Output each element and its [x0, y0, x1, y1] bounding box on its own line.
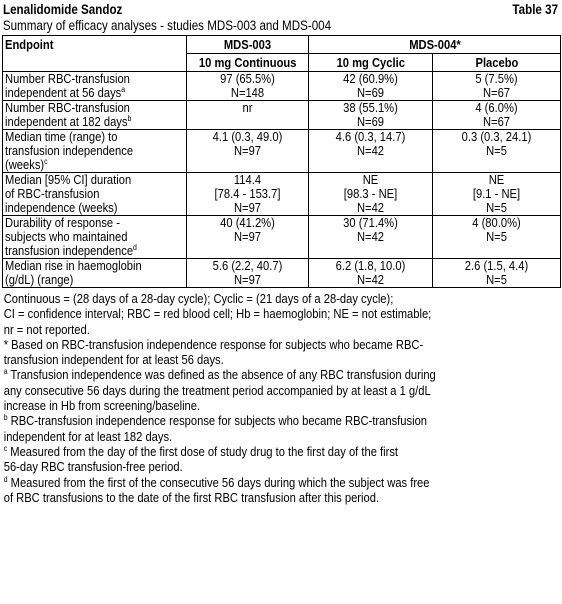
value-cell-c2 [309, 259, 433, 288]
table-row [3, 173, 561, 216]
value-text: N=5 [486, 272, 507, 287]
value-cell-c3 [433, 259, 561, 288]
col-header-placebo: Placebo [433, 54, 561, 72]
value-cell-c2 [309, 72, 433, 101]
value-cell-c1 [187, 72, 309, 101]
col-header-endpoint: Endpoint [3, 36, 187, 72]
endpoint-text: independent at 56 days$^a$ [5, 85, 126, 100]
value-text: 5 (7.5%) [475, 71, 518, 86]
abbrev-line: nr = not reported. [3, 321, 90, 337]
value-text: N=42 [356, 200, 385, 215]
value-text: N=148 [230, 85, 265, 100]
value-cell-c1 [187, 216, 309, 259]
document-page [2, 2, 560, 505]
value-text: N=97 [233, 272, 262, 287]
product-name: Lenalidomide Sandoz [3, 2, 123, 17]
value-text: [78.4 - 153.7] [214, 186, 281, 201]
endpoint-text: transfusion independence [5, 143, 134, 158]
value-text: N=67 [482, 114, 511, 129]
value-cell-c2 [309, 101, 433, 130]
value-text: 4 (80.0%) [472, 215, 521, 230]
value-text: nr [242, 100, 253, 115]
value-cell-c1 [187, 173, 309, 216]
endpoint-text: independent at 182 days$^b$ [5, 114, 132, 129]
value-cell-c2 [309, 216, 433, 259]
endpoint-text: Median rise in haemoglobin [5, 258, 142, 273]
endpoint-text: independence (weeks) [5, 200, 118, 215]
value-text: 4.1 (0.3, 49.0) [212, 129, 283, 144]
footnote-b: $^b$ RBC-transfusion independence response for subjects who became RBC-transfusion [3, 413, 428, 429]
col-header-mds004: MDS-004* [309, 36, 561, 54]
col-header-mds003: MDS-003 [187, 36, 309, 54]
endpoint-cell [3, 130, 187, 173]
value-cell-c3 [433, 130, 561, 173]
value-text: 6.2 (1.8, 10.0) [335, 258, 406, 273]
table-caption: Summary of efficacy analyses - studies MDS-003 and MDS-004 [2, 18, 332, 33]
endpoint-text: subjects who maintained [5, 229, 128, 244]
value-text: NE [362, 172, 379, 187]
value-text: 42 (60.9%) [343, 71, 398, 86]
endpoint-cell [3, 259, 187, 288]
footnote-a: $^a$ Transfusion independence was defined as the absence of any RBC transfusion during [3, 367, 436, 383]
value-text: N=42 [356, 229, 385, 244]
footnote-c: $^c$ Measured from the day of the first dose of study drug to the first day of the first [3, 443, 399, 459]
table-number: Table 37 [512, 2, 558, 17]
abbrev-line: CI = confidence interval; RBC = red blood cell; Hb = haemoglobin; NE = not estimable; [3, 306, 432, 322]
value-text: NE [488, 172, 505, 187]
table-row [3, 101, 561, 130]
value-text: [9.1 - NE] [472, 186, 521, 201]
value-cell-c1 [187, 259, 309, 288]
value-cell-c2 [309, 130, 433, 173]
value-text: N=97 [233, 143, 262, 158]
endpoint-cell [3, 101, 187, 130]
endpoint-text: of RBC-transfusion [5, 186, 100, 201]
value-cell-c3 [433, 216, 561, 259]
endpoint-cell [3, 216, 187, 259]
value-cell-c2 [309, 173, 433, 216]
col-header-continuous: 10 mg Continuous [187, 54, 309, 72]
col-header-cyclic: 10 mg Cyclic [309, 54, 433, 72]
table-row [3, 130, 561, 173]
endpoint-text: Number RBC-transfusion [5, 71, 130, 86]
footnote-marker: c [44, 157, 48, 166]
value-cell-c3 [433, 173, 561, 216]
endpoint-text: (g/dL) (range) [5, 272, 74, 287]
footnote-a: increase in Hb from screening/baseline. [3, 398, 201, 414]
endpoint-text: (weeks)$^c$ [5, 157, 48, 172]
header-row-groups [3, 36, 561, 54]
value-text: N=69 [356, 85, 385, 100]
table-row [3, 216, 561, 259]
value-text: N=42 [356, 272, 385, 287]
value-text: [98.3 - NE] [343, 186, 398, 201]
endpoint-text: transfusion independence$^d$ [5, 243, 137, 258]
endpoint-cell [3, 72, 187, 101]
value-text [197, 115, 298, 129]
table-row [3, 259, 561, 288]
endpoint-text: Median [95% CI] duration [5, 172, 132, 187]
footnote-marker: d [133, 243, 137, 252]
endpoint-text: Median time (range) to [5, 129, 118, 144]
value-text: N=42 [356, 143, 385, 158]
value-text: 4 (6.0%) [475, 100, 518, 115]
abbrev-line: Continuous = (28 days of a 28-day cycle); Cyclic = (21 days of a 28-day cycle); [3, 291, 394, 306]
value-text: 4.6 (0.3, 14.7) [335, 129, 406, 144]
footnote-d: $^d$ Measured from the first of the consecutive 56 days during which the subject was free [3, 474, 430, 490]
efficacy-table [2, 35, 561, 288]
value-cell-c3 [433, 72, 561, 101]
value-text: 0.3 (0.3, 24.1) [461, 129, 532, 144]
value-text: 30 (71.4%) [343, 215, 398, 230]
value-text: 2.6 (1.5, 4.4) [464, 258, 529, 273]
footnote-d: of RBC transfusions to the date of the first RBC transfusion after this period. [3, 489, 380, 505]
value-text: 114.4 [233, 172, 262, 187]
endpoint-cell [3, 173, 187, 216]
value-text: N=5 [486, 143, 507, 158]
table-body [3, 72, 561, 288]
value-cell-c1 [187, 101, 309, 130]
value-text: 97 (65.5%) [220, 71, 275, 86]
value-text: N=5 [486, 200, 507, 215]
document-header [2, 2, 560, 18]
footnote-b: independent for at least 182 days. [3, 428, 173, 444]
endpoint-text: Durability of response - [5, 215, 120, 230]
value-text: N=5 [486, 229, 507, 244]
footnote-star: * Based on RBC-transfusion independence response for subjects who became RBC- [3, 336, 424, 352]
footnote-c: 56-day RBC transfusion-free period. [3, 459, 183, 475]
footnote-marker: a [121, 85, 126, 94]
value-text: N=97 [233, 229, 262, 244]
value-text: N=97 [233, 200, 262, 215]
value-text: N=69 [356, 114, 385, 129]
value-text: 5.6 (2.2, 40.7) [212, 258, 283, 273]
footnote-marker: b [127, 114, 132, 123]
footnote-a: any consecutive 56 days during the treatment period accompanied by at least a 1 g/dL [3, 382, 431, 398]
value-cell-c3 [433, 101, 561, 130]
value-cell-c1 [187, 130, 309, 173]
endpoint-text: Number RBC-transfusion [5, 100, 130, 115]
value-text: 40 (41.2%) [220, 215, 275, 230]
footnotes [2, 291, 560, 505]
table-row [3, 72, 561, 101]
footnote-star: transfusion independent for at least 56 days. [3, 352, 224, 368]
value-text: N=67 [482, 85, 511, 100]
value-text: 38 (55.1%) [343, 100, 398, 115]
